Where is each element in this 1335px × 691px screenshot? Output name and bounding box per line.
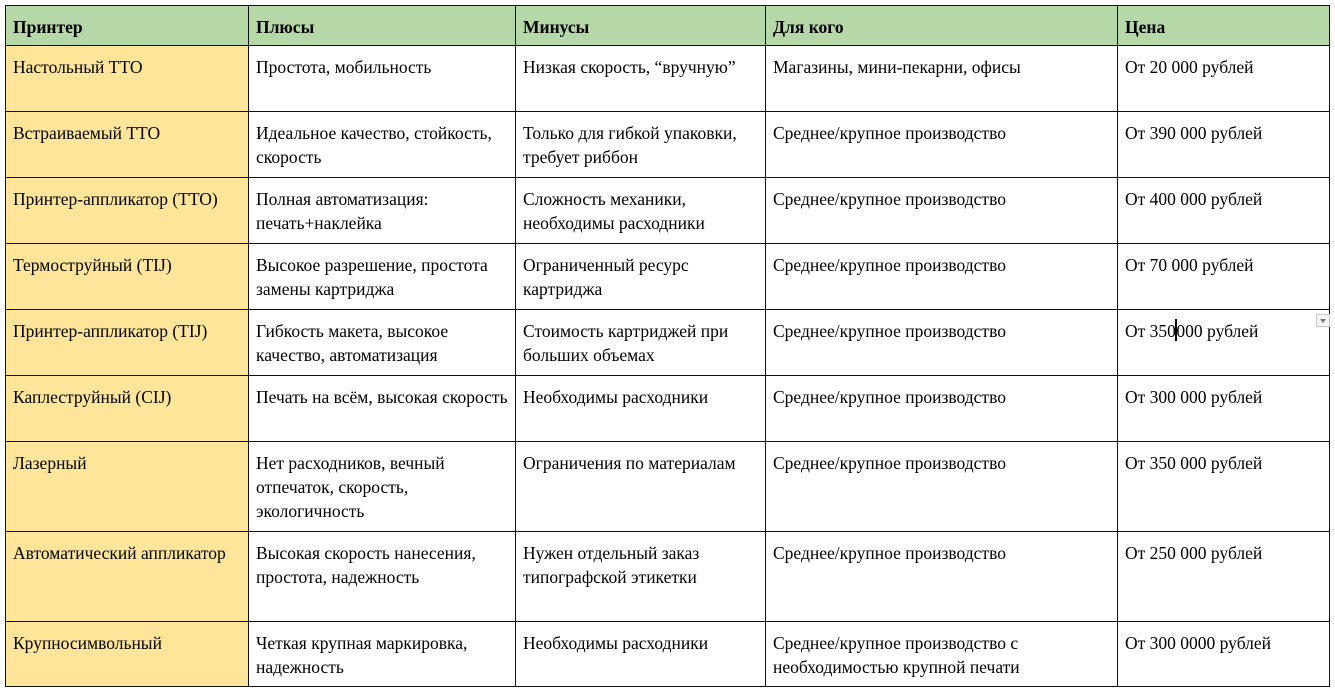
cell-cons[interactable]: Необходимы расходники: [516, 376, 766, 442]
cell-printer[interactable]: Принтер-аппликатор (TIJ): [6, 310, 249, 376]
cell-audience[interactable]: Среднее/крупное производство с необходимостью крупной печати: [766, 622, 1118, 687]
table-row: [6, 46, 1330, 112]
cell-cons[interactable]: Стоимость картриджей при больших объемах: [516, 310, 766, 376]
table-row: [6, 442, 1330, 532]
cell-cons[interactable]: Ограниченный ресурс картриджа: [516, 244, 766, 310]
cell-printer[interactable]: Принтер-аппликатор (ТТО): [6, 178, 249, 244]
cell-dropdown-arrow-icon[interactable]: [1316, 314, 1330, 327]
cell-printer[interactable]: Крупносимвольный: [6, 622, 249, 687]
cell-cons[interactable]: Низкая скорость, “вручную”: [516, 46, 766, 112]
cell-printer[interactable]: Настольный ТТО: [6, 46, 249, 112]
header-pros[interactable]: Плюсы: [249, 6, 516, 46]
price-text-after-caret: 000 рублей: [1176, 321, 1259, 341]
table-row: [6, 532, 1330, 622]
cell-price[interactable]: От 300 0000 рублей: [1118, 622, 1330, 687]
cell-audience[interactable]: Среднее/крупное производство: [766, 532, 1118, 622]
cell-price[interactable]: От 390 000 рублей: [1118, 112, 1330, 178]
cell-cons[interactable]: Необходимы расходники: [516, 622, 766, 687]
cell-cons[interactable]: Сложность механики, необходимы расходники: [516, 178, 766, 244]
cell-pros[interactable]: Высокое разрешение, простота замены картриджа: [249, 244, 516, 310]
header-row: [6, 6, 1330, 46]
header-price[interactable]: Цена: [1118, 6, 1330, 46]
header-printer[interactable]: Принтер: [6, 6, 249, 46]
cell-price[interactable]: От 250 000 рублей: [1118, 532, 1330, 622]
cell-pros[interactable]: Печать на всём, высокая скорость: [249, 376, 516, 442]
cell-printer[interactable]: Лазерный: [6, 442, 249, 532]
cell-printer[interactable]: Термоструйный (TIJ): [6, 244, 249, 310]
table-row: [6, 178, 1330, 244]
cell-audience[interactable]: Среднее/крупное производство: [766, 310, 1118, 376]
cell-audience[interactable]: Среднее/крупное производство: [766, 112, 1118, 178]
cell-price-active[interactable]: [1118, 310, 1330, 376]
cell-pros[interactable]: Гибкость макета, высокое качество, автоматизация: [249, 310, 516, 376]
cell-price[interactable]: От 400 000 рублей: [1118, 178, 1330, 244]
cell-price[interactable]: От 300 000 рублей: [1118, 376, 1330, 442]
header-audience[interactable]: Для кого: [766, 6, 1118, 46]
cell-audience[interactable]: Среднее/крупное производство: [766, 376, 1118, 442]
header-cons[interactable]: Минусы: [516, 6, 766, 46]
cell-cons[interactable]: Только для гибкой упаковки, требует риббон: [516, 112, 766, 178]
cell-audience[interactable]: Среднее/крупное производство: [766, 442, 1118, 532]
table-row: [6, 244, 1330, 310]
table-row: [6, 112, 1330, 178]
cell-printer[interactable]: Встраиваемый ТТО: [6, 112, 249, 178]
cell-pros[interactable]: Идеальное качество, стойкость, скорость: [249, 112, 516, 178]
cell-audience[interactable]: Среднее/крупное производство: [766, 178, 1118, 244]
cell-pros[interactable]: Полная автоматизация: печать+наклейка: [249, 178, 516, 244]
cell-pros[interactable]: Нет расходников, вечный отпечаток, скорость, экологичность: [249, 442, 516, 532]
table-row: [6, 376, 1330, 442]
price-text-before-caret: От 350: [1125, 321, 1176, 341]
printer-comparison-table: [5, 5, 1330, 687]
cell-pros[interactable]: Простота, мобильность: [249, 46, 516, 112]
cell-price[interactable]: От 70 000 рублей: [1118, 244, 1330, 310]
cell-printer[interactable]: Каплеструйный (CIJ): [6, 376, 249, 442]
cell-cons[interactable]: Ограничения по материалам: [516, 442, 766, 532]
cell-price[interactable]: От 20 000 рублей: [1118, 46, 1330, 112]
cell-price[interactable]: От 350 000 рублей: [1118, 442, 1330, 532]
cell-audience[interactable]: Магазины, мини-пекарни, офисы: [766, 46, 1118, 112]
table-row: [6, 622, 1330, 687]
comparison-table-container: [5, 5, 1330, 687]
cell-pros[interactable]: Высокая скорость нанесения, простота, надежность: [249, 532, 516, 622]
cell-audience[interactable]: Среднее/крупное производство: [766, 244, 1118, 310]
cell-pros[interactable]: Четкая крупная маркировка, надежность: [249, 622, 516, 687]
cell-printer[interactable]: Автоматический аппликатор: [6, 532, 249, 622]
cell-cons[interactable]: Нужен отдельный заказ типографской этикетки: [516, 532, 766, 622]
table-row: [6, 310, 1330, 376]
